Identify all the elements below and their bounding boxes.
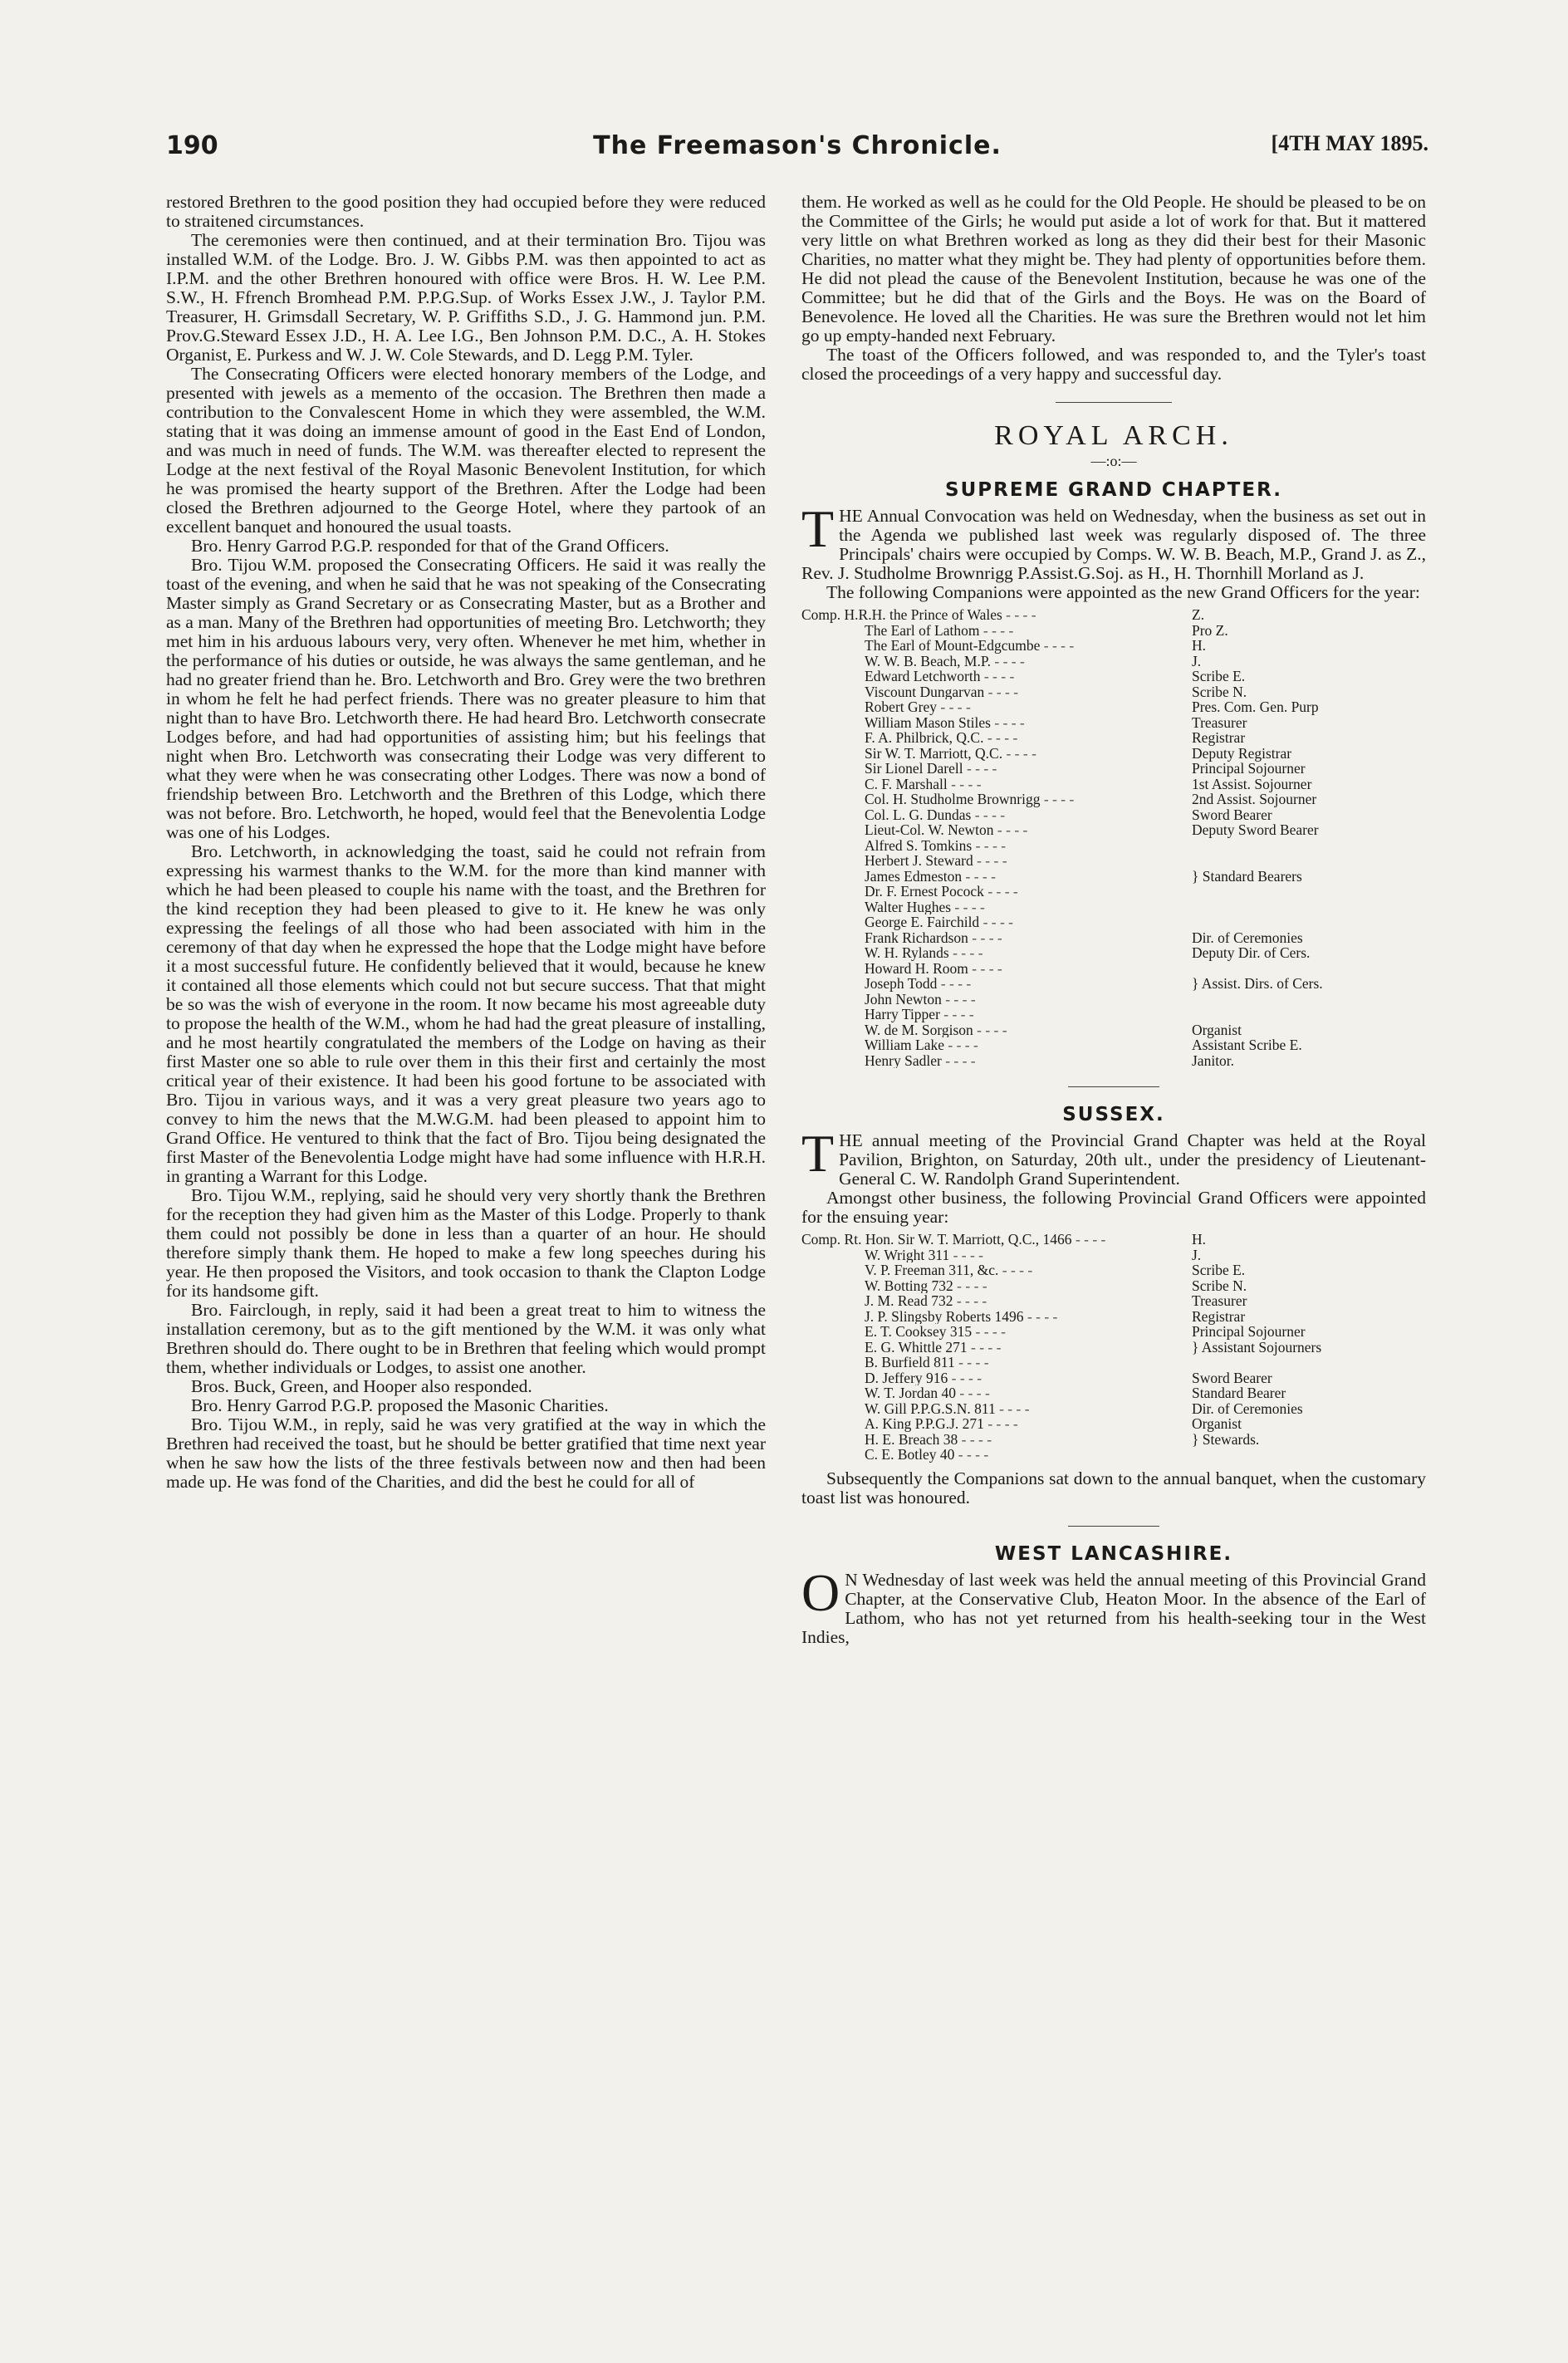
- officer-office: } Assistant Sojourners: [1192, 1338, 1322, 1356]
- royal-arch-title: ROYAL ARCH.: [994, 420, 1233, 451]
- officer-row: [801, 654, 1426, 669]
- officer-row: [801, 777, 1426, 792]
- officer-office: J.: [1192, 1246, 1202, 1263]
- officer-row: [801, 1053, 1426, 1069]
- officer-name: W. de M. Sorgison - - - -: [865, 1022, 1007, 1037]
- officer-office: Organist: [1192, 1415, 1242, 1432]
- officer-row: [801, 699, 1426, 715]
- officer-row: [801, 1340, 1426, 1356]
- officer-row: [801, 669, 1426, 684]
- leader-dots: - - - -: [958, 1431, 992, 1447]
- drop-cap: T: [801, 499, 835, 558]
- officer-office: } Standard Bearers: [1192, 867, 1302, 885]
- officer-row: [801, 807, 1426, 823]
- masthead-title: The Freemason's Chronicle.: [593, 131, 1002, 160]
- officer-row: [801, 715, 1426, 731]
- officer-office: Principal Sojourner: [1192, 1323, 1306, 1340]
- leader-dots: - - - -: [1071, 1232, 1106, 1248]
- officer-name: E. T. Cooksey 315 - - - -: [865, 1324, 1006, 1340]
- officer-row: [801, 914, 1426, 930]
- officer-office: Registrar: [1192, 729, 1246, 746]
- leader-dots: - - - -: [979, 622, 1014, 638]
- officer-name: Frank Richardson - - - -: [865, 929, 1002, 945]
- officer-name: Col. H. Studholme Brownrigg - - - -: [865, 792, 1075, 807]
- officer-row: [801, 607, 1426, 623]
- leader-dots: - - - -: [973, 853, 1007, 869]
- officer-name: C. F. Marshall - - - -: [865, 776, 982, 792]
- left-column: [166, 193, 766, 1492]
- leader-dots: - - - -: [967, 1339, 1002, 1355]
- officer-name: Sir W. T. Marriott, Q.C. - - - -: [865, 745, 1036, 761]
- leader-dots: - - - -: [993, 822, 1028, 838]
- officer-row: [801, 822, 1426, 838]
- grand-officers-list: [801, 607, 1426, 1068]
- officer-office: Pro Z.: [1192, 621, 1228, 639]
- paragraph: Bro. Tijou W.M. proposed the Consecrating Officers. He said it was really the toast of the evening, and when he said that he was not speaking of the Consecrating Master simply as Grand Secretary or as Consecrating Master, but as a Brother and as a man. Many of the Brethren had opportunities of meeting Bro. Letchworth; they met him in his arduous labours very, very often. Whenever he met him, whether in the performance of his duties or outside, he was always the same gentleman, and he had no greater friend than he. Bro. Letchworth and Bro. Grey were the two brethren in whom he felt he had perfect friends. There was no greater pleasure to him that night than to have Bro. Letchworth there. He had heard Bro. Letchworth consecrate Lodges before, and had had opportunities of assisting him; but his feelings that night when Bro. Letchworth was consecrating their Lodge was very different to what they were when he was consecrating other Lodges. There was now a bond of friendship between Bro. Letchworth and the Brethren of this Lodge, which there was not before. Bro. Letchworth, he hoped, would feel that the Benevolentia Lodge was one of his Lodges.: [166, 555, 766, 842]
- paragraph: Bros. Buck, Green, and Hooper also responded.: [191, 1376, 532, 1396]
- leader-dots: - - - -: [954, 1355, 989, 1370]
- officer-office: Assistant Scribe E.: [1192, 1037, 1302, 1053]
- sussex-closing: Subsequently the Companions sat down to the annual banquet, when the customary toast list was honoured.: [801, 1468, 1426, 1508]
- officer-row: [801, 638, 1426, 654]
- provincial-officers-list: [801, 1232, 1426, 1463]
- west-lancashire-section: [801, 1542, 1426, 1647]
- leader-dots: - - - -: [1023, 1308, 1058, 1324]
- officer-row: [801, 945, 1426, 961]
- leader-dots: - - - -: [991, 653, 1025, 669]
- officer-office: H.: [1192, 1231, 1207, 1248]
- leader-dots: - - - -: [979, 914, 1013, 930]
- officer-name: W. W. B. Beach, M.P. - - - -: [865, 653, 1025, 669]
- officer-office: 1st Assist. Sojourner: [1192, 775, 1312, 792]
- officer-row: [801, 961, 1426, 977]
- paragraph: Bro. Letchworth, in acknowledging the toast, said he could not refrain from expressing his warmest thanks to the W.M. for the more than kind manner with which he had been pleased to couple his name with the toast, and the Brethren for the kind reception they had been pleased to give to it. He knew he was only expressing the feelings of all those who had been associated with him in the ceremony of that day when he expressed the hope that the Lodge might have before it a most successful future. He confidently believed that it would, because he knew it contained all those elements which could not but secure success. That that might be so was the wish of everyone in the room. It now became his most agreeable duty to propose the health of the W.M., whom he had had the great pleasure of installing, and he most heartily congratulated the members of the Lodge on having as their first Master one so able to rule over them in this their first and certainly the most critical year of their existence. It had been his good fortune to be associated with Bro. Tijou in various ways, and it was a very great pleasure two years ago to convey to him the news that the M.W.G.M. had been pleased to appoint him to Grand Office. He ventured to think that the fact of Bro. Tijou being designated the first Master of the Benevolentia Lodge might have had some influence with H.R.H. in granting a Warrant for this Lodge.: [166, 841, 766, 1186]
- royal-arch-section: [801, 420, 1426, 1069]
- paragraph: The Consecrating Officers were elected honorary members of the Lodge, and presented with jewels as a memento of the occasion. The Brethren then made a contribution to the Convalescent Home in which they were assembled, the W.M. stating that it was doing an immense amount of good in the East End of London, and was much in need of funds. The W.M. was thereafter elected to represent the Lodge at the next festival of the Royal Masonic Benevolent Institution, for which he was promised the hearty support of the Brethren. After the Lodge had been closed the Brethren adjourned to the George Hotel, where they partook of an excellent banquet and honoured the usual toasts.: [166, 364, 766, 537]
- leader-dots: - - - -: [1040, 792, 1075, 807]
- officer-row: [801, 1385, 1426, 1401]
- officer-row: [801, 992, 1426, 1007]
- officer-office: } Assist. Dirs. of Cers.: [1192, 975, 1323, 992]
- officer-row: [801, 853, 1426, 869]
- officer-row: [801, 684, 1426, 700]
- officer-name: William Mason Stiles - - - -: [865, 714, 1025, 730]
- officer-name: J. P. Slingsby Roberts 1496 - - - -: [865, 1308, 1058, 1324]
- officer-row: [801, 900, 1426, 915]
- officer-name: B. Burfield 811 - - - -: [865, 1355, 989, 1370]
- officer-row: [801, 623, 1426, 639]
- officer-row: [801, 746, 1426, 762]
- officer-row: [801, 1324, 1426, 1340]
- officer-office: Standard Bearer: [1192, 1385, 1286, 1401]
- officer-row: [801, 730, 1426, 746]
- officer-name: Harry Tipper - - - -: [865, 1007, 974, 1022]
- paragraph: The toast of the Officers followed, and was responded to, and the Tyler's toast closed the proceedings of a very happy and successful day.: [801, 345, 1426, 384]
- officer-row: [801, 976, 1426, 992]
- officer-row: [801, 838, 1426, 854]
- officer-name: C. E. Botley 40 - - - -: [865, 1447, 989, 1463]
- leader-dots: - - - -: [951, 899, 985, 914]
- officer-office: Scribe E.: [1192, 1262, 1246, 1278]
- officer-row: [801, 1370, 1426, 1386]
- officer-office: Dir. of Ceremonies: [1192, 929, 1303, 946]
- paragraph: Bro. Henry Garrod P.G.P. responded for that of the Grand Officers.: [191, 536, 669, 556]
- officer-name: Howard H. Room - - - -: [865, 960, 1002, 976]
- officer-name: The Earl of Lathom - - - -: [865, 622, 1014, 638]
- officer-name: Comp. H.R.H. the Prince of Wales - - - -: [801, 607, 1036, 623]
- officer-row: [801, 1007, 1426, 1022]
- issue-date: [4TH MAY 1895.: [1271, 131, 1428, 155]
- officer-office: Sword Bearer: [1192, 1369, 1272, 1386]
- leader-dots: - - - -: [941, 991, 976, 1007]
- officer-row: [801, 1248, 1426, 1263]
- leader-dots: - - - -: [995, 1400, 1030, 1416]
- officer-name: W. H. Rylands - - - -: [865, 945, 983, 961]
- west-lancashire-heading: WEST LANCASHIRE.: [994, 1542, 1233, 1565]
- leader-dots: - - - -: [983, 884, 1018, 900]
- officer-row: [801, 1022, 1426, 1038]
- sussex-intro: THE annual meeting of the Provincial Grand Chapter was held at the Royal Pavilion, Brighton, on Saturday, 20th ult., under the presidency of Lieutenant-General C. W. Randolph Grand Superintendent.: [801, 1124, 1426, 1189]
- officer-office: Deputy Registrar: [1192, 744, 1292, 762]
- officer-name: W. Wright 311 - - - -: [865, 1247, 984, 1262]
- page-header: [166, 131, 1428, 164]
- officer-row: [801, 1309, 1426, 1325]
- leader-dots: - - - -: [949, 1247, 984, 1262]
- officer-name: Herbert J. Steward - - - -: [865, 853, 1007, 869]
- leader-dots: - - - -: [947, 776, 982, 792]
- officer-name: Henry Sadler - - - -: [865, 1052, 976, 1068]
- officer-name: Col. L. G. Dundas - - - -: [865, 806, 1006, 822]
- drop-cap: O: [801, 1562, 840, 1622]
- officer-row: [801, 1432, 1426, 1448]
- leader-dots: - - - -: [939, 1007, 974, 1022]
- officer-row: [801, 792, 1426, 807]
- officer-office: 2nd Assist. Sojourner: [1192, 791, 1317, 807]
- leader-dots: - - - -: [984, 684, 1019, 699]
- leader-dots: - - - -: [972, 1324, 1006, 1340]
- officer-office: H.: [1192, 637, 1207, 654]
- right-column-intro: [801, 193, 1426, 384]
- west-lancashire-intro: O N Wednesday of last week was held the annual meeting of this Provincial Grand Chapter, at the Conservative Club, Heaton Moor. In the absence of the Earl of Lathom, who has not yet returned from his health-seeking tour in the West Indies,: [801, 1562, 1426, 1647]
- officer-row: [801, 1401, 1426, 1417]
- officer-row: [801, 930, 1426, 946]
- section-ornament: —:o:—: [1090, 453, 1137, 469]
- officer-name: James Edmeston - - - -: [865, 868, 996, 884]
- leader-dots: - - - -: [1002, 607, 1036, 623]
- officer-name: H. E. Breach 38 - - - -: [865, 1431, 992, 1447]
- leader-dots: - - - -: [948, 945, 983, 961]
- officer-name: W. T. Jordan 40 - - - -: [865, 1385, 990, 1401]
- officer-name: E. G. Whittle 271 - - - -: [865, 1339, 1002, 1355]
- leader-dots: - - - -: [980, 669, 1015, 684]
- officer-office: Z.: [1192, 606, 1205, 623]
- leader-dots: - - - -: [956, 1385, 990, 1401]
- leader-dots: - - - -: [944, 1037, 978, 1053]
- drop-cap: T: [801, 1124, 835, 1183]
- officer-office: Janitor.: [1192, 1052, 1235, 1069]
- leader-dots: - - - -: [1040, 638, 1075, 654]
- paragraph: Bro. Tijou W.M., in reply, said he was very gratified at the way in which the Brethren had received the toast, but he should be better gratified that time next year when he saw how the lists of the three festivals between now and then had been made up. He was fond of the Charities, and did the best he could for all of: [166, 1414, 766, 1492]
- section-divider: [1056, 402, 1172, 403]
- supreme-grand-chapter-para: The following Companions were appointed as the new Grand Officers for the year:: [826, 582, 1420, 602]
- leader-dots: - - - -: [948, 1370, 982, 1385]
- officer-row: [801, 1293, 1426, 1309]
- leader-dots: - - - -: [968, 929, 1002, 945]
- officer-row: [801, 1262, 1426, 1278]
- leader-dots: - - - -: [937, 699, 971, 715]
- officer-name: Joseph Todd - - - -: [865, 976, 972, 992]
- leader-dots: - - - -: [968, 960, 1002, 976]
- leader-dots: - - - -: [937, 976, 972, 992]
- sussex-para: Amongst other business, the following Provincial Grand Officers were appointed for the ensuing year:: [801, 1188, 1426, 1227]
- officer-name: Sir Lionel Darell - - - -: [865, 761, 997, 777]
- officer-office: Scribe N.: [1192, 683, 1247, 700]
- officer-office: Treasurer: [1192, 713, 1247, 731]
- leader-dots: - - - -: [990, 714, 1025, 730]
- officer-office: } Stewards.: [1192, 1430, 1260, 1448]
- paragraph: The ceremonies were then continued, and at their termination Bro. Tijou was installed W.M. of the Lodge. Bro. J. W. Gibbs P.M. was then appointed to act as I.P.M. and the other Brethren honoured with office were Bros. H. W. Lee P.M. S.W., H. Ffrench Bromhead P.M. P.P.G.Sup. of Works Essex J.W., J. Taylor P.M. Treasurer, H. Grimsdall Secretary, W. P. Griffiths S.D., J. G. Hammond jun. P.M. Prov.G.Steward Essex J.D., H. A. Lee I.G., Ben Johnson P.M. D.C., A. H. Stokes Organist, E. Purkess and W. J. W. Cole Stewards, and D. Legg P.M. Tyler.: [166, 230, 766, 365]
- officer-row: [801, 1447, 1426, 1463]
- officer-name: A. King P.P.G.J. 271 - - - -: [865, 1416, 1018, 1432]
- officer-name: George E. Fairchild - - - -: [865, 914, 1013, 930]
- officer-row: [801, 1355, 1426, 1370]
- officer-name: Viscount Dungarvan - - - -: [865, 684, 1019, 699]
- officer-office: Sword Bearer: [1192, 806, 1272, 823]
- officer-name: William Lake - - - -: [865, 1037, 978, 1053]
- page-number: 190: [166, 131, 218, 160]
- officer-name: Lieut-Col. W. Newton - - - -: [865, 822, 1028, 838]
- sussex-section: [801, 1106, 1426, 1508]
- leader-dots: - - - -: [973, 1022, 1007, 1037]
- leader-dots: - - - -: [983, 1416, 1018, 1432]
- leader-dots: - - - -: [971, 806, 1006, 822]
- section-divider: [1068, 1526, 1159, 1527]
- paragraph: Bro. Fairclough, in reply, said it had been a great treat to him to witness the installation ceremony, but as to the gift mentioned by the W.M. it was only what Brethren should do. There ought to be in Brethren that feeling which would prompt them, whether individuals or Lodges, to assist one another.: [166, 1300, 766, 1377]
- leader-dots: - - - -: [963, 761, 997, 777]
- officer-name: F. A. Philbrick, Q.C. - - - -: [865, 730, 1018, 746]
- leader-dots: - - - -: [953, 1277, 987, 1293]
- officer-office: Principal Sojourner: [1192, 760, 1306, 777]
- officer-office: Scribe E.: [1192, 668, 1246, 684]
- officer-name: Alfred S. Tomkins - - - -: [865, 837, 1007, 853]
- officer-office: Registrar: [1192, 1307, 1246, 1325]
- section-divider: [1068, 1086, 1159, 1087]
- leader-dots: - - - -: [953, 1293, 987, 1309]
- paragraph: Bro. Henry Garrod P.G.P. proposed the Masonic Charities.: [191, 1395, 609, 1415]
- officer-row: [801, 761, 1426, 777]
- right-column: [801, 193, 1426, 1647]
- leader-dots: - - - -: [962, 868, 996, 884]
- officer-name: W. Botting 732 - - - -: [865, 1277, 987, 1293]
- paragraph: Bro. Tijou W.M., replying, said he should very very shortly thank the Brethren for the reception they had given him as the Master of this Lodge. Properly to thank them could not possibly be done in less than a quarter of an hour. He should therefore simply thank them. He hoped to make a few long speeches during his year. He then proposed the Visitors, and took occasion to thank the Clapton Lodge for its handsome gift.: [166, 1185, 766, 1301]
- officer-name: W. Gill P.P.G.S.N. 811 - - - -: [865, 1400, 1030, 1416]
- officer-office: Treasurer: [1192, 1292, 1247, 1309]
- supreme-grand-chapter-heading: SUPREME GRAND CHAPTER.: [945, 479, 1282, 501]
- officer-row: [801, 869, 1426, 885]
- officer-office: J.: [1192, 652, 1202, 669]
- officer-row: [801, 1278, 1426, 1294]
- leader-dots: - - - -: [998, 1262, 1033, 1278]
- sussex-heading: SUSSEX.: [1062, 1104, 1165, 1125]
- officer-office: Deputy Sword Bearer: [1192, 821, 1319, 838]
- leader-dots: - - - -: [972, 837, 1007, 853]
- leader-dots: - - - -: [1002, 745, 1036, 761]
- officer-name: Dr. F. Ernest Pocock - - - -: [865, 884, 1018, 900]
- officer-office: Organist: [1192, 1021, 1242, 1038]
- officer-office: Deputy Dir. of Cers.: [1192, 944, 1311, 961]
- officer-row: [801, 1232, 1426, 1248]
- officer-name: Walter Hughes - - - -: [865, 899, 985, 914]
- officer-row: [801, 1416, 1426, 1432]
- officer-name: J. M. Read 732 - - - -: [865, 1293, 987, 1309]
- officer-office: Dir. of Ceremonies: [1192, 1400, 1303, 1417]
- officer-name: Edward Letchworth - - - -: [865, 669, 1015, 684]
- officer-name: Robert Grey - - - -: [865, 699, 971, 715]
- leader-dots: - - - -: [941, 1052, 976, 1068]
- officer-row: [801, 884, 1426, 900]
- leader-dots: - - - -: [954, 1447, 989, 1463]
- supreme-grand-chapter-intro: THE Annual Convocation was held on Wednesday, when the business as set out in the Agenda we published last week was regularly disposed of. The three Principals' chairs were occupied by Comps. W. W. B. Beach, M.P., Grand J. as Z., Rev. J. Studholme Brownrigg P.Assist.G.Soj. as H., H. Thornhill Morland as J.: [801, 499, 1426, 583]
- officer-name: The Earl of Mount-Edgcumbe - - - -: [865, 638, 1075, 654]
- officer-row: [801, 1037, 1426, 1053]
- officer-office: Scribe N.: [1192, 1277, 1247, 1294]
- paragraph: restored Brethren to the good position they had occupied before they were reduced to straitened circumstances.: [166, 192, 766, 231]
- officer-name: V. P. Freeman 311, &c. - - - -: [865, 1262, 1033, 1278]
- leader-dots: - - - -: [983, 730, 1018, 746]
- paragraph: them. He worked as well as he could for the Old People. He should be pleased to be on the Committee of the Girls; he would put aside a lot of work for that. But it mattered very little on what Brethren worked as long as they did their best for their Masonic Charities, no matter what they might be. They had plenty of opportunities before them. He did not plead the cause of the Benevolent Institution, because he was one of the Committee; but he did that of the Girls and the Boys. He was on the Board of Benevolence. He loved all the Charities. He was sure the Brethren would not let him go up empty-handed next February.: [801, 192, 1426, 346]
- officer-name: John Newton - - - -: [865, 991, 976, 1007]
- officer-name: Comp. Rt. Hon. Sir W. T. Marriott, Q.C., 1466 - - - -: [801, 1232, 1106, 1248]
- officer-name: D. Jeffery 916 - - - -: [865, 1370, 982, 1385]
- officer-office: Pres. Com. Gen. Purp: [1192, 699, 1319, 715]
